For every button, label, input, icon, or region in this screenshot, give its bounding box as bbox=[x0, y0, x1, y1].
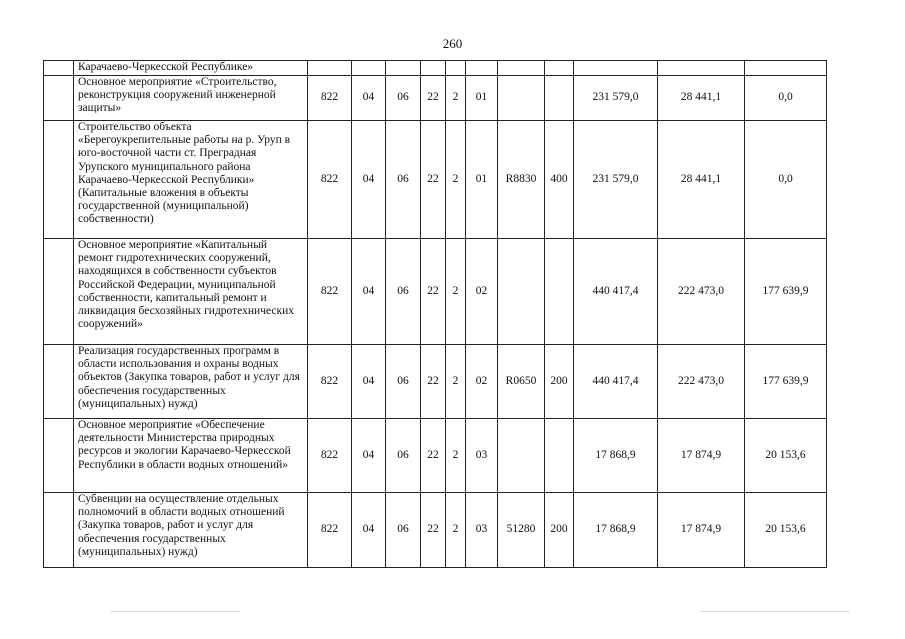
amount-year-3: 0,0 bbox=[745, 121, 827, 239]
ministry-code: 822 bbox=[308, 493, 352, 568]
row-number-cell bbox=[44, 76, 74, 121]
table-row bbox=[44, 419, 827, 493]
amount-year-2: 222 473,0 bbox=[658, 239, 745, 345]
row-number-cell bbox=[44, 61, 74, 76]
row-number-cell bbox=[44, 121, 74, 239]
item-name: Субвенции на осуществление отдельных полномочий в области водных отношений (Закупка товаров, работ и услуг для обеспечения государственных (муниципальных) нужд) bbox=[74, 493, 308, 568]
expense-type-code bbox=[545, 76, 574, 121]
amount-year-2: 17 874,9 bbox=[658, 419, 745, 493]
subsection-code bbox=[386, 61, 421, 76]
program-code: 22 bbox=[421, 345, 446, 419]
row-number-cell bbox=[44, 493, 74, 568]
row-number-cell bbox=[44, 345, 74, 419]
budget-table bbox=[43, 60, 827, 568]
event-code: 01 bbox=[466, 121, 498, 239]
direction-code: R8830 bbox=[498, 121, 545, 239]
event-code: 03 bbox=[466, 493, 498, 568]
subsection-code: 06 bbox=[386, 239, 421, 345]
section-code: 04 bbox=[352, 419, 386, 493]
amount-year-2: 28 441,1 bbox=[658, 76, 745, 121]
amount-year-3 bbox=[745, 61, 827, 76]
page-number: 260 bbox=[442, 36, 463, 51]
table-row bbox=[44, 76, 827, 121]
subsection-code: 06 bbox=[386, 419, 421, 493]
row-number-cell bbox=[44, 419, 74, 493]
ministry-code: 822 bbox=[308, 239, 352, 345]
direction-code bbox=[498, 76, 545, 121]
item-name: Основное мероприятие «Строительство, реконструкция сооружений инженерной защиты» bbox=[74, 76, 308, 121]
subprogram-code bbox=[446, 61, 466, 76]
amount-year-1: 440 417,4 bbox=[574, 345, 658, 419]
amount-year-1: 17 868,9 bbox=[574, 493, 658, 568]
program-code: 22 bbox=[421, 493, 446, 568]
subprogram-code: 2 bbox=[446, 239, 466, 345]
amount-year-2: 28 441,1 bbox=[658, 121, 745, 239]
amount-year-2: 222 473,0 bbox=[658, 345, 745, 419]
subsection-code: 06 bbox=[386, 121, 421, 239]
program-code: 22 bbox=[421, 239, 446, 345]
amount-year-2: 17 874,9 bbox=[658, 493, 745, 568]
expense-type-code: 400 bbox=[545, 121, 574, 239]
expense-type-code bbox=[545, 61, 574, 76]
table-row bbox=[44, 493, 827, 568]
program-code bbox=[421, 61, 446, 76]
scan-artifact-line bbox=[700, 611, 850, 612]
program-code: 22 bbox=[421, 76, 446, 121]
section-code bbox=[352, 61, 386, 76]
item-name: Строительство объекта «Берегоукрепительные работы на р. Уруп в юго-восточной части ст. Преградная Урупского муниципального района Карачаево-Черкесской Республики» (Капитальные вложения в объекты государственной (муниципальной) собственности) bbox=[74, 121, 308, 239]
table-row bbox=[44, 121, 827, 239]
section-code: 04 bbox=[352, 76, 386, 121]
direction-code bbox=[498, 419, 545, 493]
scan-artifact-line bbox=[110, 611, 240, 612]
ministry-code: 822 bbox=[308, 121, 352, 239]
amount-year-3: 20 153,6 bbox=[745, 419, 827, 493]
item-name: Карачаево-Черкесской Республике» bbox=[74, 61, 308, 76]
subprogram-code: 2 bbox=[446, 76, 466, 121]
table-row bbox=[44, 61, 827, 76]
table-row bbox=[44, 345, 827, 419]
amount-year-1: 231 579,0 bbox=[574, 121, 658, 239]
amount-year-2 bbox=[658, 61, 745, 76]
amount-year-1: 231 579,0 bbox=[574, 76, 658, 121]
amount-year-3: 20 153,6 bbox=[745, 493, 827, 568]
amount-year-1 bbox=[574, 61, 658, 76]
expense-type-code: 200 bbox=[545, 345, 574, 419]
direction-code: 51280 bbox=[498, 493, 545, 568]
subprogram-code: 2 bbox=[446, 345, 466, 419]
expense-type-code bbox=[545, 239, 574, 345]
item-name: Реализация государственных программ в области использования и охраны водных объектов (Закупка товаров, работ и услуг для обеспечения государственных (муниципальных) нужд) bbox=[74, 345, 308, 419]
subprogram-code: 2 bbox=[446, 419, 466, 493]
section-code: 04 bbox=[352, 345, 386, 419]
event-code: 02 bbox=[466, 239, 498, 345]
subsection-code: 06 bbox=[386, 76, 421, 121]
subprogram-code: 2 bbox=[446, 493, 466, 568]
event-code: 03 bbox=[466, 419, 498, 493]
program-code: 22 bbox=[421, 419, 446, 493]
direction-code bbox=[498, 239, 545, 345]
ministry-code: 822 bbox=[308, 345, 352, 419]
program-code: 22 bbox=[421, 121, 446, 239]
item-name: Основное мероприятие «Капитальный ремонт гидротехнических сооружений, находящихся в собственности субъектов Российской Федерации, муниципальной собственности, капитальный ремонт и ликвидация бесхозяйных гидротехнических сооружений» bbox=[74, 239, 308, 345]
section-code: 04 bbox=[352, 493, 386, 568]
table-row bbox=[44, 239, 827, 345]
expense-type-code bbox=[545, 419, 574, 493]
ministry-code: 822 bbox=[308, 76, 352, 121]
item-name: Основное мероприятие «Обеспечение деятельности Министерства природных ресурсов и экологии Карачаево-Черкесской Республики в области водных отношений» bbox=[74, 419, 308, 493]
event-code: 01 bbox=[466, 76, 498, 121]
subsection-code: 06 bbox=[386, 345, 421, 419]
expense-type-code: 200 bbox=[545, 493, 574, 568]
amount-year-1: 17 868,9 bbox=[574, 419, 658, 493]
section-code: 04 bbox=[352, 121, 386, 239]
ministry-code bbox=[308, 61, 352, 76]
direction-code: R0650 bbox=[498, 345, 545, 419]
direction-code bbox=[498, 61, 545, 76]
amount-year-1: 440 417,4 bbox=[574, 239, 658, 345]
ministry-code: 822 bbox=[308, 419, 352, 493]
subsection-code: 06 bbox=[386, 493, 421, 568]
section-code: 04 bbox=[352, 239, 386, 345]
amount-year-3: 177 639,9 bbox=[745, 345, 827, 419]
row-number-cell bbox=[44, 239, 74, 345]
subprogram-code: 2 bbox=[446, 121, 466, 239]
amount-year-3: 177 639,9 bbox=[745, 239, 827, 345]
amount-year-3: 0,0 bbox=[745, 76, 827, 121]
event-code bbox=[466, 61, 498, 76]
event-code: 02 bbox=[466, 345, 498, 419]
